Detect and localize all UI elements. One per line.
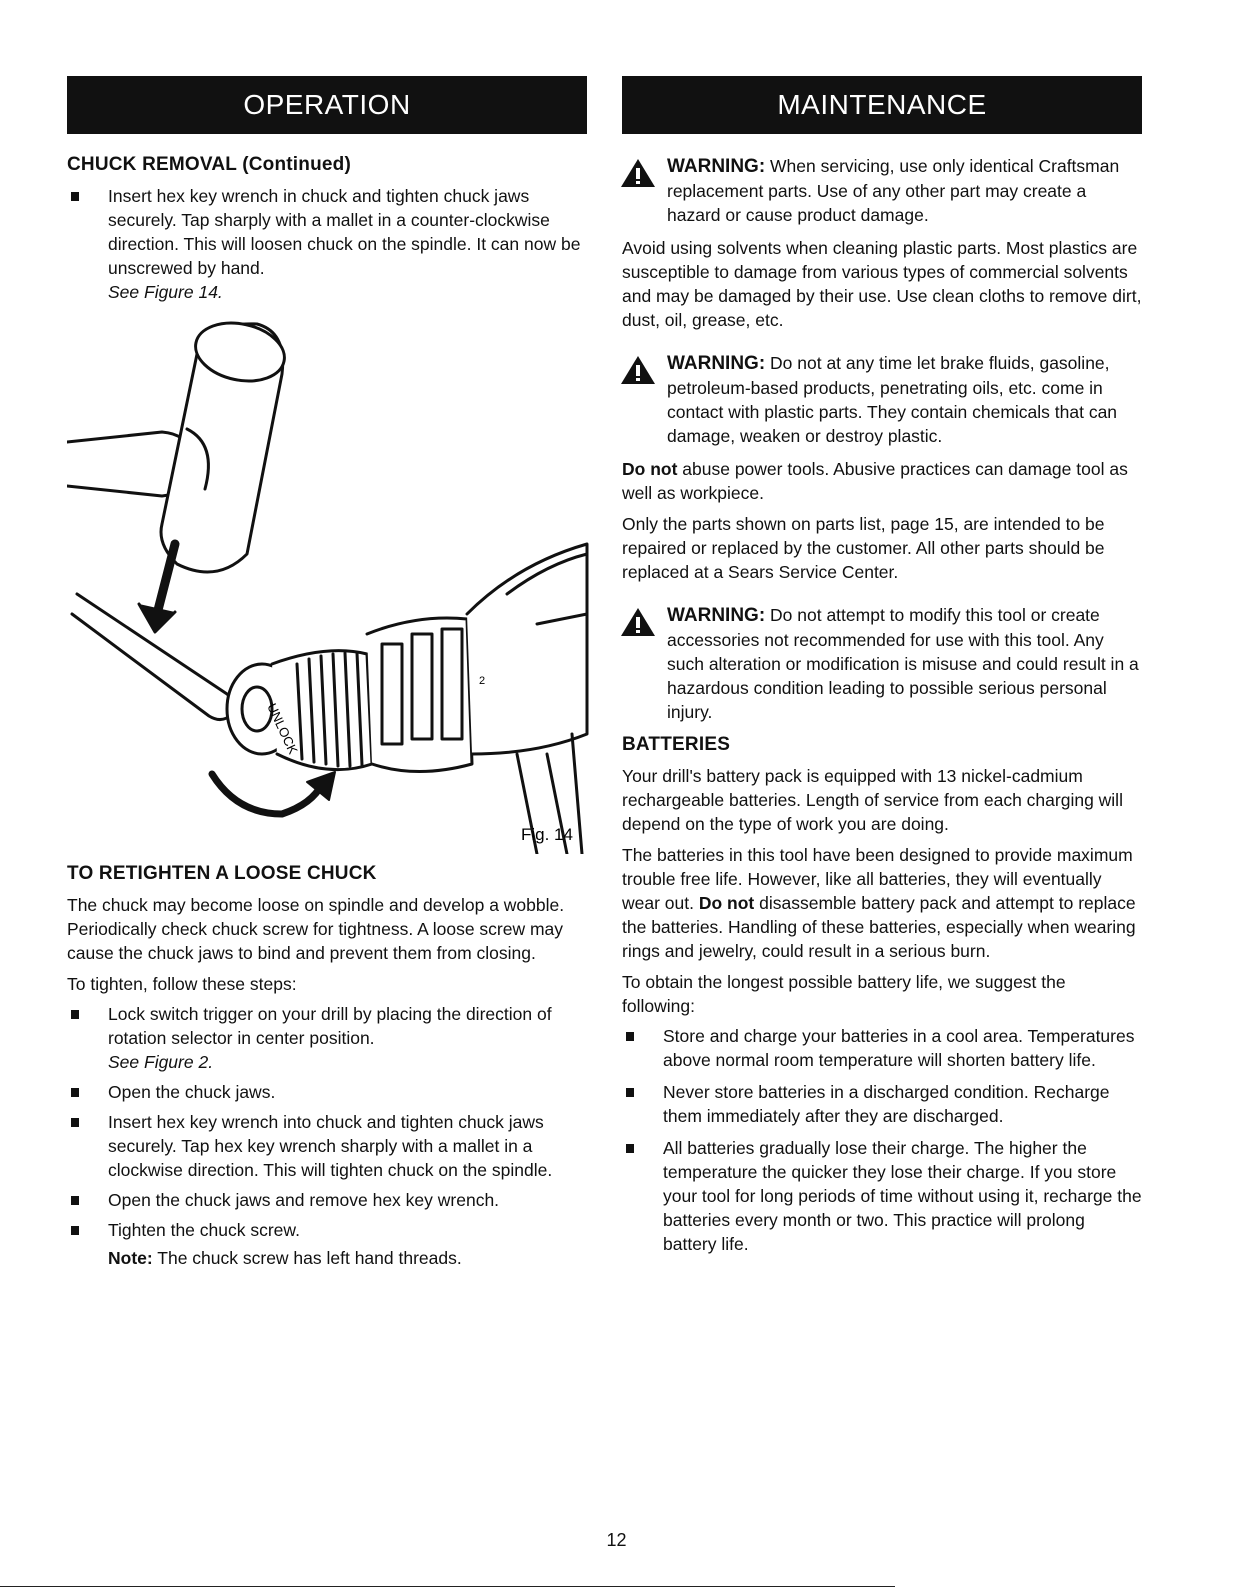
abuse-bold: Do not (622, 459, 678, 479)
list-item (67, 1002, 587, 1074)
bullet-icon (71, 1010, 79, 1019)
figure-reference: See Figure 2. (108, 1052, 214, 1072)
list-item (67, 1080, 587, 1104)
speed-mark: 2 (479, 675, 486, 687)
warning-icon (620, 607, 656, 637)
bullet-icon (626, 1032, 634, 1041)
maintenance-banner: MAINTENANCE (622, 76, 1142, 134)
retighten-paragraph-2: To tighten, follow these steps: (67, 974, 297, 994)
warning-text: Do not at any time let brake fluids, gasoline, petroleum-based products, penetrating oils, etc. come in contact with plastic parts. They contain chemicals that can damage, weaken or destroy plastic. (667, 353, 1118, 446)
retighten-steps (67, 1002, 587, 1270)
bullet-icon (71, 1118, 79, 1127)
figure-14 (67, 314, 597, 854)
warning-label: WARNING: (667, 605, 766, 626)
warning-label: WARNING: (667, 353, 766, 374)
step-text: Tighten the chuck screw. (108, 1220, 300, 1240)
operation-banner: OPERATION (67, 76, 587, 134)
list-item (67, 184, 587, 304)
operation-column (67, 76, 587, 1270)
chuck-removal-list (67, 184, 587, 304)
retighten-heading: TO RETIGHTEN A LOOSE CHUCK (67, 863, 377, 884)
tip-text: Store and charge your batteries in a cool area. Temperatures above normal room temperature will shorten battery life. (663, 1026, 1135, 1070)
list-item (67, 1110, 587, 1182)
figure-reference: See Figure 14. (108, 282, 223, 302)
bullet-icon (71, 192, 79, 201)
step-text: Insert hex key wrench into chuck and tighten chuck jaws securely. Tap hex key wrench sharply with a mallet in a clockwise direction. This will tighten chuck on the spindle. (108, 1112, 553, 1180)
bullet-icon (626, 1088, 634, 1097)
bullet-icon (71, 1088, 79, 1097)
chuck-removal-heading: CHUCK REMOVAL (Continued) (67, 154, 351, 175)
step-text: Open the chuck jaws. (108, 1082, 276, 1102)
tip-text: All batteries gradually lose their charge. The higher the temperature the quicker they lose their charge. If you store your tool for long periods of time without using it, recharge the batteries every month or two. This practice will prolong battery life. (663, 1138, 1142, 1254)
step-text: Open the chuck jaws and remove hex key wrench. (108, 1190, 500, 1210)
bullet-icon (71, 1196, 79, 1205)
bullet-icon (71, 1226, 79, 1235)
step-text: Lock switch trigger on your drill by placing the direction of rotation selector in center position. (108, 1004, 552, 1048)
battery-tips (622, 1024, 1142, 1256)
batteries-paragraph-1: Your drill's battery pack is equipped with 13 nickel-cadmium rechargeable batteries. Length of service from each charging will depend on the type of work you are doing. (622, 766, 1123, 834)
batteries-paragraph-3: To obtain the longest possible battery life, we suggest the following: (622, 972, 1066, 1016)
warning-text: When servicing, use only identical Craftsman replacement parts. Use of any other part may create a hazard or cause product damage. (667, 156, 1120, 225)
batteries-paragraph-2 (622, 843, 1142, 963)
page-number: 12 (606, 1530, 627, 1550)
warning-icon (620, 158, 656, 188)
list-item (67, 1188, 587, 1212)
list-item (622, 1024, 1142, 1072)
bullet-text: Insert hex key wrench in chuck and tighten chuck jaws securely. Tap sharply with a mallet in a counter-clockwise direction. This will loosen chuck on the spindle. It can now be unscrewed by hand. (108, 186, 581, 278)
chuck-label: UNLOCK (264, 700, 301, 757)
warning-text: Do not attempt to modify this tool or create accessories not recommended for use with this tool. Any such alteration or modification is misuse and could result in a hazardous condition leading to possible serious personal injury. (667, 605, 1139, 722)
abuse-text: abuse power tools. Abusive practices can damage tool as well as workpiece. (622, 459, 1128, 503)
bottom-divider (0, 1586, 895, 1587)
list-item (622, 1080, 1142, 1128)
batteries-bold: Do not (698, 893, 755, 913)
warning-block-1 (622, 154, 1142, 227)
list-item (622, 1136, 1142, 1256)
maintenance-column (622, 76, 1142, 1256)
warning-label: WARNING: (667, 156, 766, 177)
parts-paragraph: Only the parts shown on parts list, page 15, are intended to be repaired or replaced by the customer. All other parts should be replaced at a Sears Service Center. (622, 514, 1105, 582)
bullet-icon (626, 1144, 634, 1153)
batteries-text-b: disassemble battery pack and attempt to replace the batteries. Handling of these batteries, especially when wearing rings and jewelry, could result in a serious burn. (622, 893, 1136, 961)
note-label: Note: (108, 1248, 153, 1268)
note-text: The chuck screw has left hand threads. (157, 1248, 462, 1268)
solvents-paragraph: Avoid using solvents when cleaning plastic parts. Most plastics are susceptible to damage from various types of commercial solvents and may be damaged by their use. Use clean cloths to remove dirt, dust, oil, grease, etc. (622, 238, 1142, 330)
abuse-paragraph (622, 457, 1142, 505)
batteries-heading: BATTERIES (622, 734, 731, 755)
tip-text: Never store batteries in a discharged condition. Recharge them immediately after they are discharged. (663, 1082, 1110, 1126)
note (108, 1246, 587, 1270)
drill-chuck-illustration (67, 314, 597, 854)
retighten-paragraph-1: The chuck may become loose on spindle and develop a wobble. Periodically check chuck screw for tightness. A loose screw may cause the chuck jaws to bind and prevent them from closing. (67, 895, 565, 963)
figure-caption: Fig. 14 (521, 825, 573, 844)
batteries-text-a: The batteries in this tool have been designed to provide maximum trouble free life. However, like all batteries, they will eventually wear out. (622, 845, 1133, 913)
warning-block-2 (622, 351, 1142, 448)
warning-block-3 (622, 603, 1142, 724)
warning-icon (620, 355, 656, 385)
list-item (67, 1218, 587, 1270)
